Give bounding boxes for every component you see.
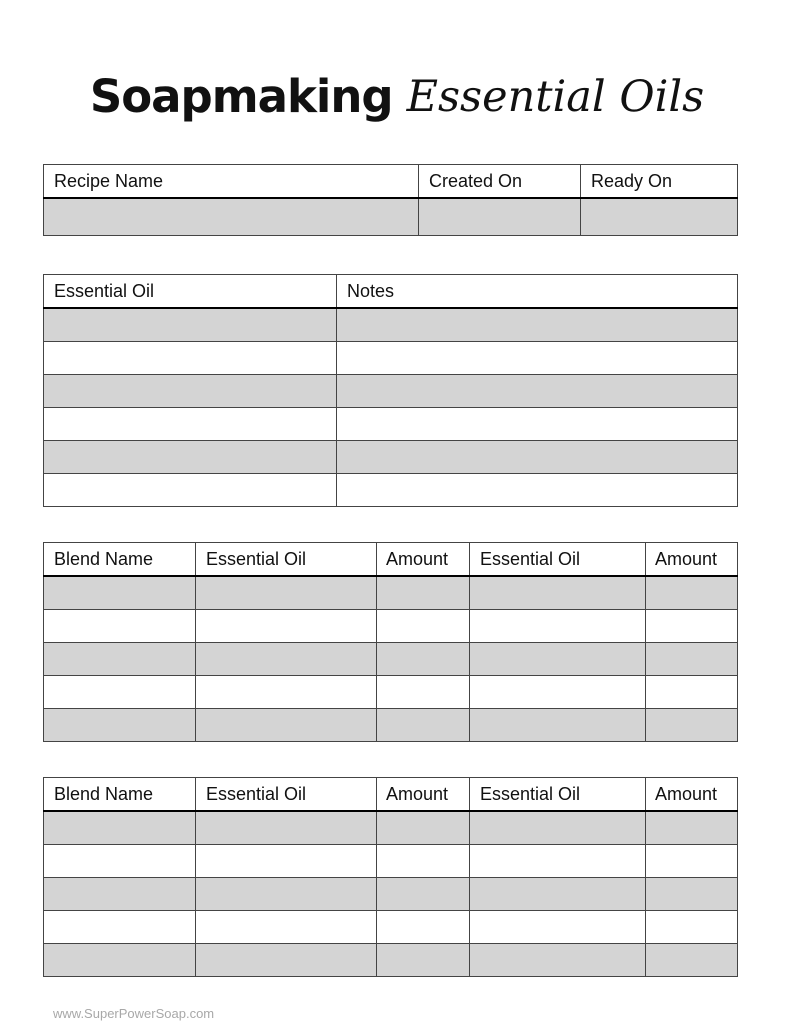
table-header-row	[44, 778, 738, 812]
essential-oil-cell[interactable]	[44, 308, 337, 342]
amount-cell[interactable]	[646, 643, 738, 676]
essential-oil-header: Essential Oil	[470, 543, 646, 577]
created-on-cell[interactable]	[419, 198, 581, 236]
notes-cell[interactable]	[337, 375, 738, 408]
table-row	[44, 911, 738, 944]
table-row	[44, 576, 738, 610]
essential-oil-cell[interactable]	[470, 845, 646, 878]
table-row	[44, 878, 738, 911]
essential-oil-cell[interactable]	[196, 911, 377, 944]
table-row	[44, 308, 738, 342]
notes-cell[interactable]	[337, 474, 738, 507]
blend-name-cell[interactable]	[44, 811, 196, 845]
essential-oil-header: Essential Oil	[196, 543, 377, 577]
amount-cell[interactable]	[646, 878, 738, 911]
table-row	[44, 408, 738, 441]
title-bold-text: Soapmaking	[89, 70, 393, 123]
essential-oil-cell[interactable]	[196, 845, 377, 878]
essential-oil-cell[interactable]	[470, 576, 646, 610]
blend-name-cell[interactable]	[44, 676, 196, 709]
essential-oil-cell[interactable]	[196, 944, 377, 977]
notes-cell[interactable]	[337, 441, 738, 474]
essential-oil-header: Essential Oil	[470, 778, 646, 812]
blend-name-cell[interactable]	[44, 576, 196, 610]
blend-name-header: Blend Name	[44, 778, 196, 812]
essential-oil-cell[interactable]	[44, 342, 337, 375]
amount-cell[interactable]	[646, 709, 738, 742]
table-row	[44, 375, 738, 408]
essential-oil-cell[interactable]	[470, 878, 646, 911]
essential-oil-cell[interactable]	[470, 811, 646, 845]
essential-oil-cell[interactable]	[196, 576, 377, 610]
amount-cell[interactable]	[377, 643, 470, 676]
essential-oil-cell[interactable]	[470, 911, 646, 944]
amount-cell[interactable]	[646, 676, 738, 709]
created-on-header: Created On	[419, 165, 581, 199]
amount-cell[interactable]	[377, 944, 470, 977]
notes-cell[interactable]	[337, 408, 738, 441]
blend-table-1	[43, 542, 738, 742]
table-header-row	[44, 543, 738, 577]
table-row	[44, 610, 738, 643]
recipe-name-cell[interactable]	[44, 198, 419, 236]
amount-cell[interactable]	[646, 944, 738, 977]
blend-name-header: Blend Name	[44, 543, 196, 577]
table-row	[44, 342, 738, 375]
recipe-table	[43, 164, 738, 236]
essential-oil-cell[interactable]	[44, 408, 337, 441]
essential-oil-cell[interactable]	[470, 944, 646, 977]
website-footer: www.SuperPowerSoap.com	[53, 1006, 215, 1021]
essential-oil-cell[interactable]	[196, 610, 377, 643]
essential-oil-cell[interactable]	[470, 610, 646, 643]
essential-oil-header: Essential Oil	[44, 275, 337, 309]
recipe-name-header: Recipe Name	[44, 165, 419, 199]
essential-oil-cell[interactable]	[196, 643, 377, 676]
blend-name-cell[interactable]	[44, 944, 196, 977]
essential-oils-table	[43, 274, 738, 507]
amount-cell[interactable]	[646, 610, 738, 643]
amount-header: Amount	[377, 543, 470, 577]
blend-name-cell[interactable]	[44, 878, 196, 911]
amount-cell[interactable]	[377, 709, 470, 742]
table-row	[44, 676, 738, 709]
notes-cell[interactable]	[337, 308, 738, 342]
table-row	[44, 441, 738, 474]
notes-header: Notes	[337, 275, 738, 309]
amount-cell[interactable]	[646, 811, 738, 845]
blend-name-cell[interactable]	[44, 911, 196, 944]
essential-oil-cell[interactable]	[470, 676, 646, 709]
table-row	[44, 198, 738, 236]
blend-table-2	[43, 777, 738, 977]
blend-name-cell[interactable]	[44, 643, 196, 676]
amount-cell[interactable]	[377, 911, 470, 944]
essential-oil-cell[interactable]	[470, 643, 646, 676]
amount-cell[interactable]	[377, 811, 470, 845]
table-row	[44, 944, 738, 977]
amount-cell[interactable]	[377, 878, 470, 911]
amount-header: Amount	[377, 778, 470, 812]
notes-cell[interactable]	[337, 342, 738, 375]
essential-oil-cell[interactable]	[196, 709, 377, 742]
essential-oil-cell[interactable]	[44, 375, 337, 408]
essential-oil-cell[interactable]	[196, 676, 377, 709]
table-header-row	[44, 275, 738, 309]
table-row	[44, 845, 738, 878]
amount-header: Amount	[646, 778, 738, 812]
title-script-text: Essential Oils	[406, 71, 705, 122]
essential-oil-cell[interactable]	[196, 878, 377, 911]
essential-oil-cell[interactable]	[196, 811, 377, 845]
blend-name-cell[interactable]	[44, 845, 196, 878]
amount-cell[interactable]	[377, 576, 470, 610]
table-row	[44, 643, 738, 676]
blend-name-cell[interactable]	[44, 610, 196, 643]
amount-cell[interactable]	[646, 845, 738, 878]
essential-oil-cell[interactable]	[44, 474, 337, 507]
amount-cell[interactable]	[377, 676, 470, 709]
amount-header: Amount	[646, 543, 738, 577]
essential-oil-header: Essential Oil	[196, 778, 377, 812]
ready-on-header: Ready On	[581, 165, 738, 199]
ready-on-cell[interactable]	[581, 198, 738, 236]
table-row	[44, 811, 738, 845]
essential-oil-cell[interactable]	[44, 441, 337, 474]
amount-cell[interactable]	[646, 911, 738, 944]
table-row	[44, 709, 738, 742]
table-row	[44, 474, 738, 507]
essential-oil-cell[interactable]	[470, 709, 646, 742]
table-header-row	[44, 165, 738, 199]
amount-cell[interactable]	[646, 576, 738, 610]
amount-cell[interactable]	[377, 610, 470, 643]
page-title	[0, 70, 794, 140]
blend-name-cell[interactable]	[44, 709, 196, 742]
amount-cell[interactable]	[377, 845, 470, 878]
